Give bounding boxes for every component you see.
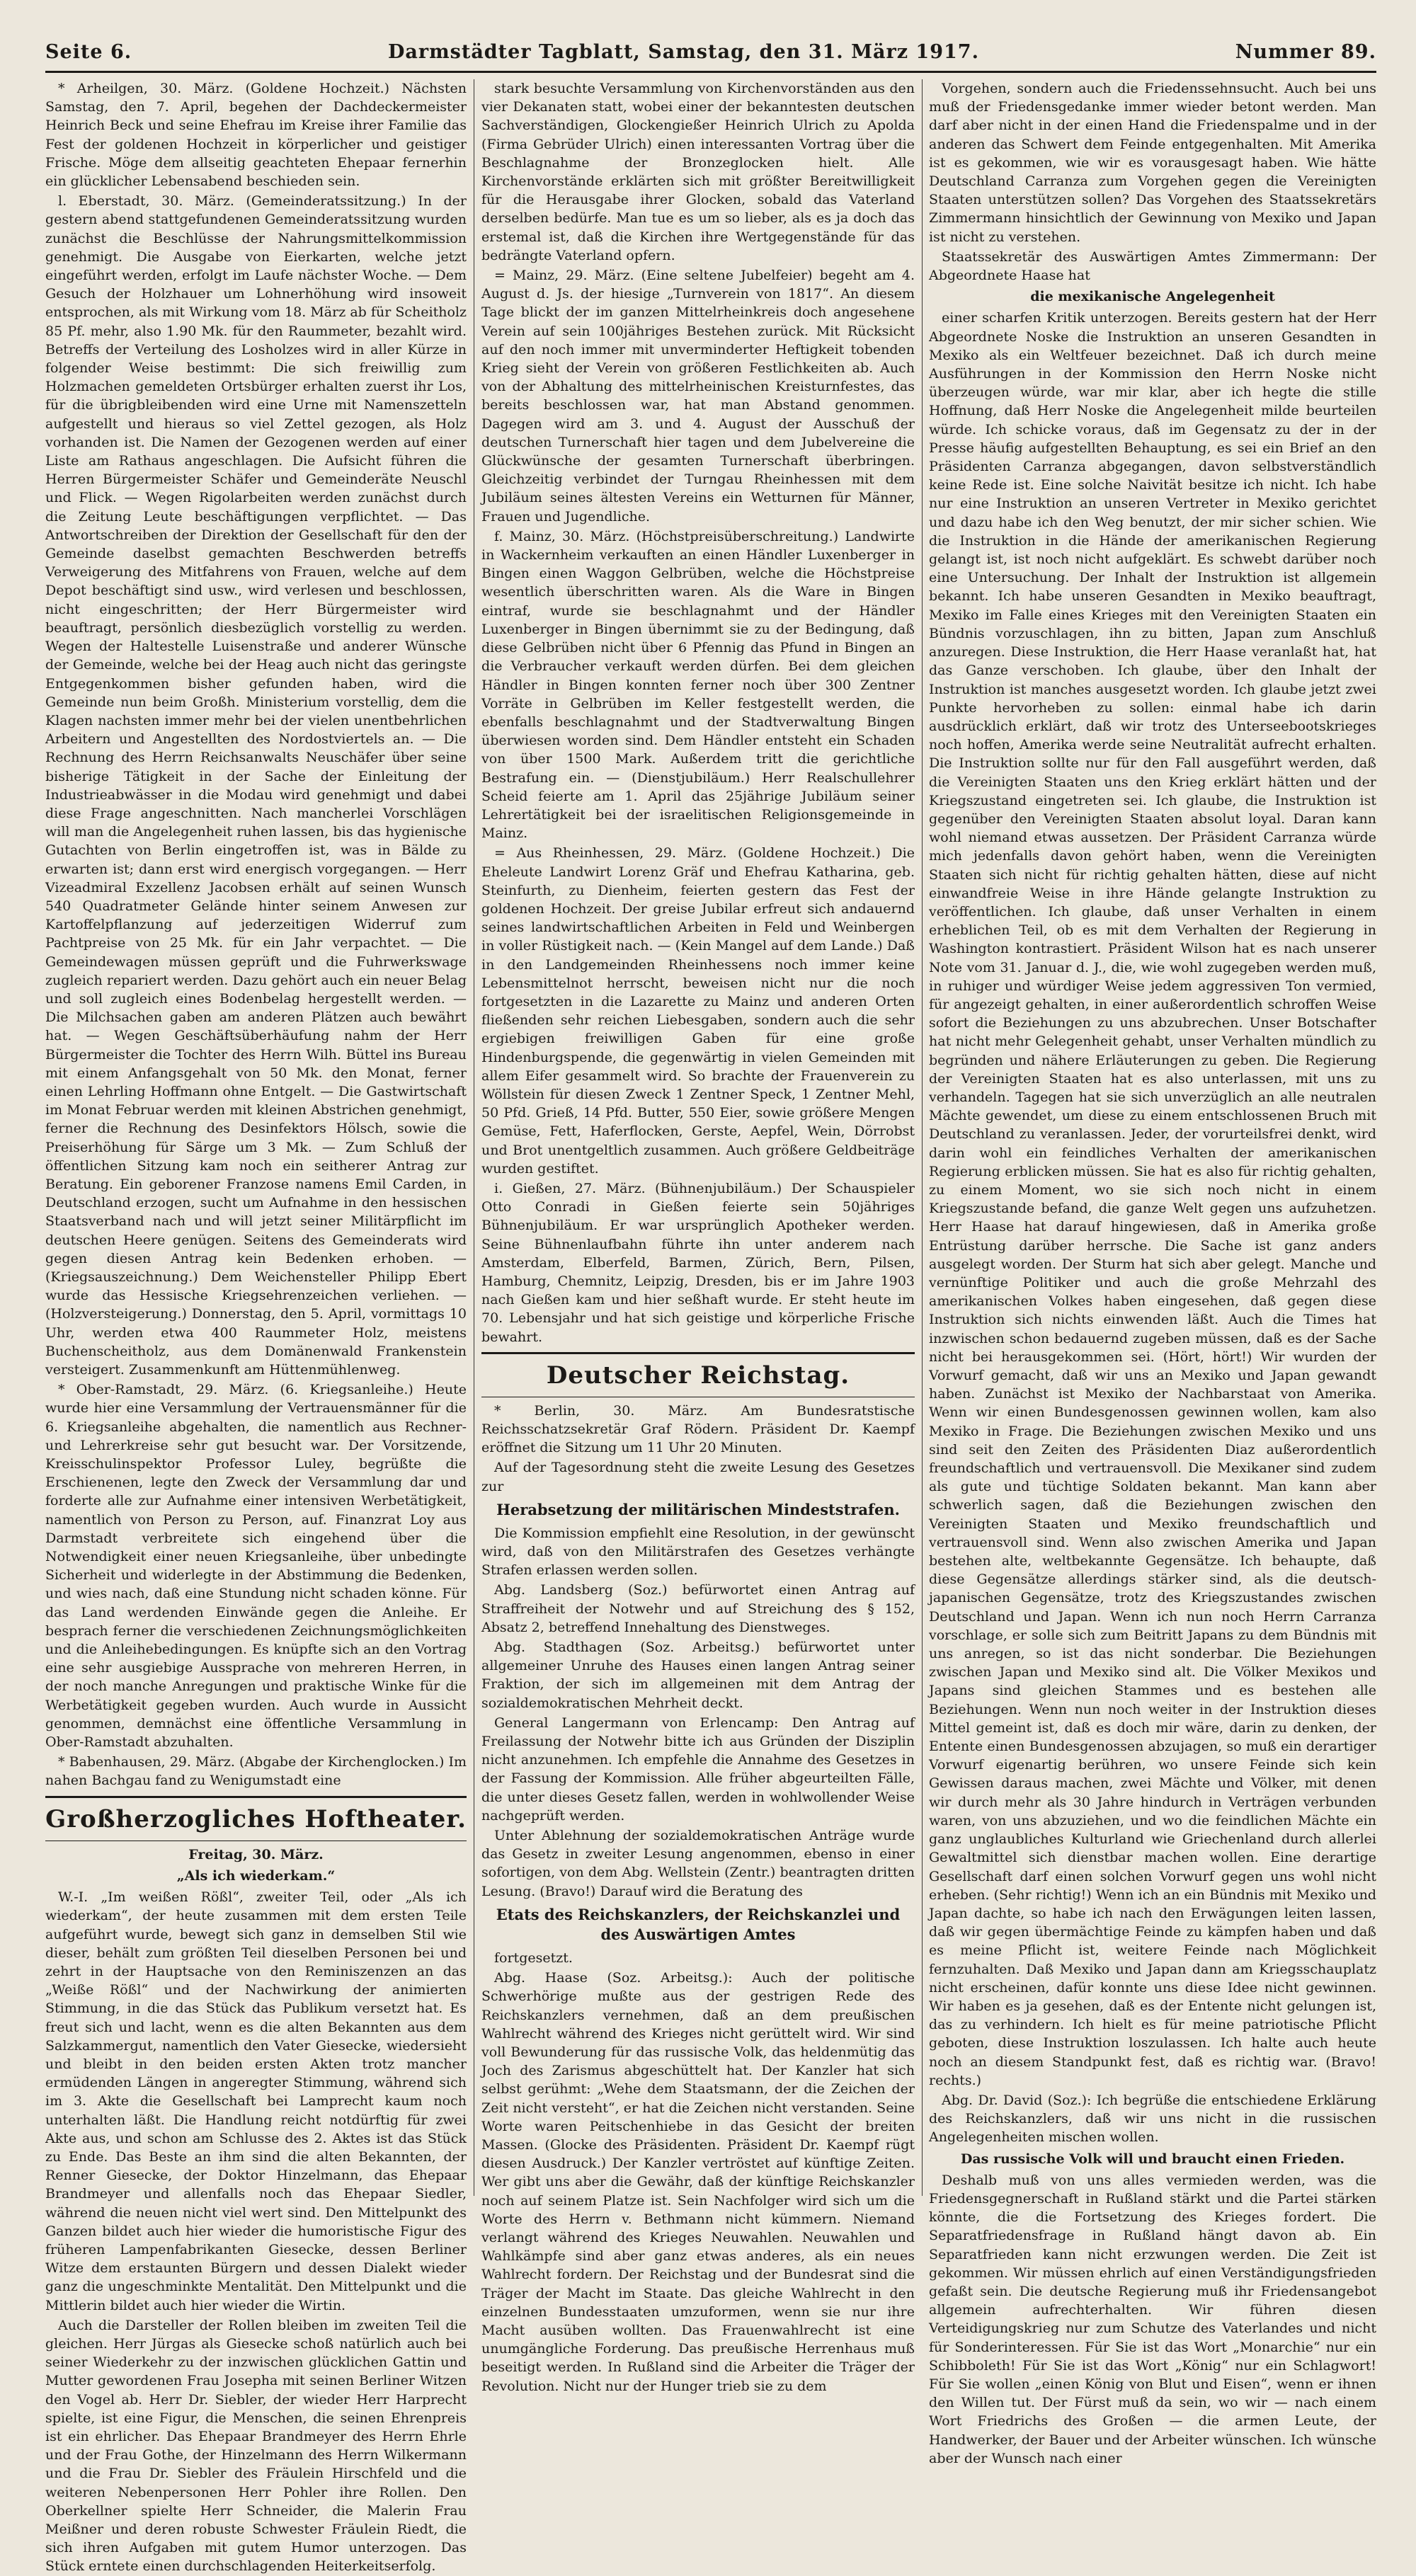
page-number: Seite 6. [45, 40, 132, 63]
reichstag-speech-haase: Abg. Haase (Soz. Arbeitsg.): Auch der politische Schwerhörige mußte aus der gestrigen Rede des Reichskanzlers vernehmen, daß an dem preußischen Wahlrecht während des Krieges nicht gerüttelt wird. Wir sind voll Bewunderung für das russische Volk, das heldenmütig das Joch des Zarismus abgeschüttelt hat. Der Kanzler hat sich selbst gerühmt: „Wehe dem Staatsmann, der die Zeichen der Zeit nicht versteht“, er hat die Zeichen nicht verstanden. Seine Worte waren Peitschenhiebe in das Gesicht der breiten Massen. (Glocke des Präsidenten. Präsident Dr. Kaempf rügt diesen Ausdruck.) Der Kanzler vertröstet auf künftige Zeiten. Wer gibt uns aber die Gewähr, daß der künftige Reichskanzler noch auf seinem Platze ist. Sein Nachfolger wird sich um die Worte des Herrn v. Bethmann nicht kümmern. Niemand verlangt während des Krieges Neuwahlen. Neuwahlen und Wahlkämpfe sind aber ganz etwas anderes, als ein neues Wahlrecht fordern. Der Reichstag und der Bundesrat sind die Träger der Macht im Staate. Das gleiche Wahlrecht in den einzelnen Bundesstaaten umzuformen, wenn sie nur ihre Macht ausüben wollten. Das Frauenwahlrecht ist eine unumgängliche Forderung. Das preußische Herrenhaus muß beseitigt werden. In Rußland sind die Arbeiter die Träger der Revolution. Nicht nur der Hunger trieb sie zu dem [481, 1970, 915, 2394]
subheading-russisches-volk: Das russische Volk will und braucht einen Frieden. [960, 2151, 1345, 2167]
reichstag-paragraph: Abg. Landsberg (Soz.) befürwortet einen Antrag auf Straffreiheit der Notwehr und auf Streichung des § 152, Absatz 2, betreffend Innehaltung des Dienstweges. [481, 1582, 915, 1635]
article-mainz-hoechstpreis: f. Mainz, 30. März. (Höchstpreisüberschreitung.) Landwirte in Wackernheim verkauften an einen Händler Luxenberger in Bingen einen Waggon Gelbrüben, welche die Höchstpreise wesentlich überschritten waren. Als die Ware in Bingen eintraf, wurde sie beschlagnahmt und der Händler Luxenberger in Bingen übernimmt sie zu der Bedingung, daß diese Gelbrüben nicht über 6 Pfennig das Pfund in Bingen an die Verbraucher verkauft werden dürfen. Bei dem gleichen Händler in Bingen konnten ferner noch über 300 Zentner Vorräte in Gelbrüben im Keller festgestellt werden, die ebenfalls beschlagnahmt und der Stadtverwaltung Bingen überwiesen worden sind. Dem Händler entsteht ein Schaden von über 1500 Mark. Außerdem tritt die gerichtliche Bestrafung ein. — (Dienstjubiläum.) Herr Realschullehrer Scheid feierte am 1. April das 25jährige Jubiläum seiner Lehrertätigkeit bei der israelitischen Religionsgemeinde in Mainz. [481, 528, 915, 842]
article-rheinhessen: = Aus Rheinhessen, 29. März. (Goldene Hochzeit.) Die Eheleute Landwirt Lorenz Gräf und Ehefrau Katharina, geb. Steinfurth, zu Dienheim, feierten gestern das Fest der goldenen Hochzeit. Der greise Jubilar erfreut sich andauernd seines landwirtschaftlichen Arbeiten in Feld und Weinbergen in voller Rüstigkeit nach. — (Kein Mangel auf dem Lande.) Daß in den Landgemeinden Rheinhessens noch immer keine Lebensmittelnot herrscht, beweisen nicht nur die noch fortgesetzten in die Lazarette zu Mainz und anderen Orten fließenden sehr reichen Liebesgaben, sondern auch die sehr ergiebigen freiwilligen Gaben für eine große Hindenburgspende, die gegenwärtig in vielen Gemeinden mit allem Eifer gesammelt wird. So brachte der Frauenverein zu Wöllstein für diesen Zweck 1 Zentner Speck, 1 Zentner Mehl, 50 Pfd. Grieß, 14 Pfd. Butter, 550 Eier, sowie größere Mengen Gemüse, Fett, Haferflocken, Gerste, Aepfel, Wein, Dörrobst und Brot unentgeltlich zusammen. Auch größere Geldbeiträge wurden gestiftet. [481, 845, 915, 1177]
section-heading-hoftheater: Großherzogliches Hoftheater. [45, 1796, 467, 1841]
article-arheilgen: * Arheilgen, 30. März. (Goldene Hochzeit.) Nächsten Samstag, den 7. April, begehen der Dachdeckermeister Heinrich Beck und seine Ehefrau im Kreise ihrer Familie das Fest der goldenen Hochzeit in körperlicher und geistiger Frische. Möge dem allseitig geachteten Ehepaar fernerhin ein glücklicher Lebensabend beschieden sein. [45, 81, 467, 190]
header-rule [45, 71, 1376, 73]
issue-number: Nummer 89. [1235, 40, 1376, 63]
masthead-date: Darmstädter Tagblatt, Samstag, den 31. März 1917. [387, 40, 979, 63]
page-header [45, 35, 1376, 68]
reichstag-speech-zimmermann: einer scharfen Kritik unterzogen. Bereits gestern hat der Herr Abgeordnete Noske die Instruktion an unseren Gesandten in Mexiko als ein Weltfeuer bezeichnet. Daß ich durch meine Ausführungen in der Kommission den Herrn Noske nicht überzeugen würde, war mir klar, aber ich hegte die stille Hoffnung, daß Herr Noske die Angelegenheit milde beurteilen würde. Ich schicke voraus, daß im Gegensatz zu der in der Presse häufig aufgestellten Behauptung, es sei ein Brief an den Präsidenten Carranza abgegangen, davon selbstverständlich keine Rede ist. Eine solche Naivität besitze ich nicht. Ich habe nur eine Instruktion an unseren Vertreter in Mexiko gerichtet und dazu habe ich den Weg benutzt, der mir sicher schien. Wie die Instruktion in die Hände der amerikanischen Regierung gelangt ist, ist noch nicht aufgeklärt. Es schwebt darüber noch eine Untersuchung. Der Inhalt der Instruktion ist allgemein bekannt. Ich habe unseren Gesandten in Mexiko beauftragt, Mexiko im Falle eines Krieges mit den Vereinigten Staaten ein Bündnis vorzuschlagen, ihn zu bitten, Japan zum Anschluß anzuregen. Diese Instruktion, die Herr Haase veranlaßt hat, hat das Ganze verschoben. Ich glaube, über den Inhalt der Instruktion ist manches ausgesetzt worden. Ich glaube jetzt zwei Punkte hervorheben zu sollen: einmal habe ich darin ausdrücklich erklärt, daß wir trotz des Unterseebootskrieges noch hoffen, Amerika werde seine Neutralität aufrecht erhalten. Die Instruktion sollte nur für den Fall ausgeführt werden, daß die Vereinigten Staaten uns den Krieg erklärt hätten und der Kriegszustand eingetreten sei. Ich glaube, die Instruktion ist gegenüber den Vereinigten Staaten absolut loyal. Daran kann wohl niemand etwas aussetzen. Der Präsident Carranza würde mich jedenfalls davon gehört haben, wenn die Vereinigten Staaten sich nicht für richtig gehalten hätten, diese auf nicht einwandfreie Weise in ihre Hände gelangte Instruktion zu veröffentlichen. Ich glaube, daß unser Verhalten in einem erheblichen Teil, ob es mit dem Verhalten der Regierung in Washington kontrastiert. Präsident Wilson hat es nach unserer Note vom 31. Januar d. J., die, wie wohl zugegeben werden muß, in ruhiger und würdiger Weise jedem aggressiven Ton vermied, für angezeigt gehalten, in einer außerordentlich schroffen Weise sofort die Beziehungen zu uns abzubrechen. Unser Botschafter hat nicht mehr Gelegenheit gehabt, unser Verhalten mündlich zu begründen und nähere Erläuterungen zu geben. Die Regierung der Vereinigten Staaten hat es also unterlassen, mit uns zu verhandeln. Tagegen hat sie sich unverzüglich an alle neutralen Mächte gewendet, um diese zu einem entschlossenen Bruch mit Deutschland zu veranlassen. Jeder, der vorurteilsfrei denkt, wird darin wohl ein feindliches Verhalten der amerikanischen Regierung erblicken müssen. Sie hat es also für richtig gehalten, zu einem Moment, wo sie sich noch nicht in einem Kriegszustande befand, die ganze Welt gegen uns aufzuhetzen. Herr Haase hat darauf hingewiesen, daß in Amerika große Entrüstung darüber herrsche. Die Sache ist ganz anders ausgelegt worden. Der Sturm hat sich aber gelegt. Manche und vernünftige Politiker und auch die große Mehrzahl des amerikanischen Volkes haben eingesehen, daß gegen diese Instruktion sich nichts einwenden läßt. Auch die Times hat inzwischen schon bedauernd zugeben müssen, daß es der Sache nicht bei herausgekommen sei. (Hört, hört!) Wir wurden der Vorwurf gemacht, daß wir uns an Mexiko und Japan gewandt haben. Zunächst ist Mexiko der Nachbarstaat von Amerika. Wenn wir einen Bundesgenossen gewinnen wollen, kam also Mexiko in Frage. Die Beziehungen zwischen Mexiko und uns sind seit den Zeiten des Präsidenten Diaz außerordentlich freundschaftlich und vertrauensvoll. Die Mexikaner sind zudem als gute und tüchtige Soldaten bekannt. Man kann aber schwerlich sagen, daß die Beziehungen zwischen den Vereinigten Staaten und Mexiko freundschaftlich und vertrauensvoll sind. Wenn also zwischen Amerika und Japan bestehen alte, weltbekannte Gegensätze. Ich behaupte, daß diese Gegensätze allerdings stärker sind, als die deutsch-japanischen Gegensätze, trotz des Kriegszustandes zwischen Deutschland und Japan. Wenn ich nun noch Herrn Carranza vorschlage, er solle sich zum Beitritt Japans zu dem Bündnis mit uns anregen, so ist das nicht sonderbar. Die Beziehungen zwischen Japan und Mexiko sind alt. Die Völker Mexikos und Japans sind gleichen Stammes und es bestehen alle Beziehungen. Wenn nun noch weiter in der Instruktion dieses Mittel gemeint ist, daß es doch mir wäre, darin zu denken, der Entente einen Bundesgenossen abzujagen, so muß ein derartiger Vorwurf eigenartig berühren, wo unsere Feinde sich kein Gewissen daraus machen, zwei Mächte und Völker, mit denen wir durch mehr als 30 Jahre hindurch in Verträgen verbunden waren, von uns abzuziehen, und wo die feindlichen Mächte ein ganz unglaubliches Kulturland wie Griechenland durch allerlei Gewaltmittel sich dienstbar machen wollen. Eine derartige Gesellschaft darf einen solchen Vorwurf gegen uns wohl nicht erheben. (Sehr richtig!) Wenn ich an ein Bündnis mit Mexiko und Japan dachte, so habe ich nach den Erwägungen leiten lassen, daß wir gegen übermächtige Feinde zu kämpfen haben und daß es meine Pflicht ist, weitere Feinde nach Möglichkeit fernzuhalten. Daß Mexiko und Japan dann am Kriegsschauplatz nicht erscheinen, dafür konnte uns diese Idee nicht gewinnen. Wir haben es ja gesehen, daß es der Entente nicht gelungen ist, das zu verhindern. Ich hielt es für meine patriotische Pflicht geboten, diese Instruktion loszulassen. Ich halte auch heute noch an diesem Standpunkt fest, daß es richtig war. (Bravo! rechts.) [929, 310, 1376, 2088]
reichstag-paragraph: General Langermann von Erlencamp: Den Antrag auf Freilassung der Notwehr bitte ich aus Gründen der Disziplin nicht anzunehmen. Ich empfehle die Annahme des Gesetzes in der Fassung der Kommission. Alle früher abgeurteilten Fälle, die unter dieses Gesetz fallen, werden in wohlwollender Weise nachgeprüft werden. [481, 1715, 915, 1824]
column-divider [922, 79, 923, 2196]
article-ober-ramstadt: * Ober-Ramstadt, 29. März. (6. Kriegsanleihe.) Heute wurde hier eine Versammlung der Vertrauensmänner für die 6. Kriegsanleihe abgehalten, die namentlich aus Rechner- und Lehrerkreise sehr gut besucht war. Der Vorsitzende, Kreisschulinspektor Professor Luley, begrüßte die Erschienenen, legte den Zweck der Versammlung dar und forderte alle zur Aufnahme einer intensiven Werbetätigkeit, namentlich von Person zu Person, auf. Finanzrat Loy aus Darmstadt verbreitete sich eingehend über die Notwendigkeit einer neuen Kriegsanleihe, über unbedingte Sicherheit und widerlegte in der Abstimmung die Bedenken, und wies nach, daß eine Stundung nicht schaden könne. Für das Land werdenden Einwände gegen die Anleihe. Er besprach ferner die verschiedenen Zeichnungsmöglichkeiten und die Anleihebedingungen. Es knüpfte sich an den Vortrag eine sehr ausgiebige Aussprache von mehreren Herren, in der noch manche Anregungen und praktische Winke für die Werbetätigkeit gegeben wurden. Auch wurde in Aussicht genommen, demnächst eine öffentliche Versammlung in Ober-Ramstadt abzuhalten. [45, 1382, 467, 1751]
reichstag-opening: * Berlin, 30. März. Am Bundesratstische Reichsschatzsekretär Graf Rödern. Präsident Dr. Kaempf eröffnet die Sitzung um 11 Uhr 20 Minuten. [481, 1402, 915, 1456]
reichstag-paragraph: Abg. Stadthagen (Soz. Arbeitsg.) befürwortet unter allgemeiner Unruhe des Hauses einen langen Antrag seiner Fraktion, der sich im allgemeinen mit dem Antrag der sozialdemokratischen Mehrheit deckt. [481, 1639, 915, 1711]
section-heading-reichstag: Deutscher Reichstag. [481, 1352, 915, 1397]
reichstag-speech-continued: Vorgehen, sondern auch die Friedenssehnsucht. Auch bei uns muß der Friedensgedanke immer wieder betont werden. Man darf aber nicht in der einen Hand die Friedenspalme und in der anderen das Schwert dem Feinde entgegenhalten. Mit Amerika ist es gekommen, wie wir es vorausgesagt haben. Wie hätte Deutschland Carranza zum Vorgehen gegen die Vereinigten Staaten unterstützen sollen? Das Vorgehen des Staatssekretärs Zimmermann hinsichtlich der Gewinnung von Mexiko und Japan ist nicht zu verstehen. [929, 81, 1376, 245]
article-eberstadt: l. Eberstadt, 30. März. (Gemeinderatssitzung.) In der gestern abend stattgefundenen Gemeinderatssitzung wurden zunächst die Beschlüsse der Nahrungsmittelkommission genehmigt. Die Ausgabe von Eierkarten, welche jetzt eingeführt werden, erfolgt im Laufe nächster Woche. — Dem Gesuch der Holzhauer um Lohnerhöhung wird insoweit entsprochen, als mit Wirkung vom 18. März ab für Scheitholz 85 Pf. mehr, also 1.90 Mk. für den Raummeter, bezahlt wird. Betreffs der Verteilung des Losholzes wird in aller Kürze in folgender Weise bestimmt: Die sich freiwillig zum Holzmachen gemeldeten Ortsbürger erhalten zuerst ihr Los, für die übrigbleibenden wird eine Urne mit Namenszetteln aufgestellt und hieraus so viel Zettel gezogen, als Holz vorhanden ist. Die Namen der Gezogenen werden auf einer Liste am Rathaus angeschlagen. Die Aufsicht führen die Herren Bürgermeister Schäfer und Gemeinderäte Neuschl und Flick. — Wegen Rigolarbeiten werden zunächst durch die Zeitung Leute beschäftigungen verpflichtet. — Das Antwortschreiben der Direktion der Gesellschaft für den der Gemeinde daselbst gemachten Beschwerden betreffs Verweigerung des Mitfahrens von Frauen, welche auf dem Depot beschäftigt sind usw., wird verlesen und beschlossen, nicht eingeschritten; der Herr Bürgermeister wird beauftragt, persönlich diesbezüglich vorstellig zu werden. Wegen der Haltestelle Luisenstraße und anderer Wünsche der Gemeinde, welche bei der Heag auch nicht das geringste Entgegenkommen bisher gefunden haben, wird die Gemeinde nun beim Großh. Ministerium vorstellig, dem die Klagen nachsten immer mehr bei der vielen unentbehrlichen Arbeitern und Angestellten des Nordostviertels an. — Die Rechnung des Herrn Reichsanwalts Neuschäfer über seine bisherige Tätigkeit in der Sache der Einleitung der Industrieabwässer in die Modau wird genehmigt und dabei diese Frage angeschnitten. Nach mancherlei Vorschlägen will man die Angelegenheit ruhen lassen, bis das hygienische Gutachten von Berlin eingetroffen ist, was in Bälde zu erwarten ist; dann erst wird energisch vorgegangen. — Herr Vizeadmiral Exzellenz Jacobsen erhält auf seinen Wunsch 540 Quadratmeter Gelände hinter seinem Anwesen zur Kartoffelpflanzung auf jederzeitigen Widerruf zum Pachtpreise von 25 Mk. für ein Jahr verpachtet. — Die Gemeindewagen müssen geprüft und die Fuhrwerkswage zugleich repariert werden. Dazu gehört auch ein neuer Belag und soll zugleich eines Bodenbelag hergestellt werden. — Die Milchsachen gaben am anderen Plätzen auch bewährt hat. — Wegen Geschäftsüberhäufung nahm der Herr Bürgermeister die Tochter des Herrn Wilh. Büttel ins Bureau mit einem Anfangsgehalt von 50 Mk. den Monat, ferner einen Lehrling Hoffmann ohne Entgelt. — Die Gastwirtschaft im Monat Februar werden mit kleinen Abstrichen genehmigt, ferner die Rechnung des Desinfektors Hölsch, sowie die Preiserhöhung für Särge um 3 Mk. — Zum Schluß der öffentlichen Sitzung kam noch ein seitherer Antrag zur Beratung. Ein geborener Franzose namens Emil Carden, in Deutschland erzogen, sucht um Aufnahme in den hessischen Staatsverband nach und will jetzt seiner Militärpflicht im deutschen Heere genügen. Seitens des Gemeinderats wird gegen diesen Antrag kein Bedenken erhoben. — (Kriegsauszeichnung.) Dem Weichensteller Philipp Ebert wurde das Hessische Kriegsehrenzeichen verliehen. — (Holzversteigerung.) Donnerstag, den 5. April, vormittags 10 Uhr, werden etwa 400 Raummeter Holz, meistens Buchenscheitholz, aus dem Domänenwald Frankenstein versteigert. Zusammenkunft am Hüttenmühlenweg. [45, 193, 467, 1378]
subheading-mexikanische-angelegenheit: die mexikanische Angelegenheit [1030, 289, 1275, 305]
article-mainz-jubelfeier: = Mainz, 29. März. (Eine seltene Jubelfeier) begeht am 4. August d. Js. der hiesige „Turnverein von 1817“. An diesem Tage blickt der im ganzen Mittelrheinkreis doch angesehene Verein auf sein 100jähriges Bestehen zurück. Mit Rücksicht auf den noch immer mit unverminderter Heftigkeit tobenden Krieg sieht der Verein von größeren Festlichkeiten ab. Auch von der Abhaltung des mittelrheinischen Kreisturnfestes, das bereits beschlossen war, hat man Abstand genommen. Dagegen wird am 3. und 4. August der Ausschuß der deutschen Turnerschaft hier tagen und dem Jubelvereine die Glückwünsche der gesamten Turnerschaft überbringen. Gleichzeitig verbindet der Turngau Rheinhessen mit dem Jubiläum seines ältesten Vereins ein Wetturnen für Männer, Frauen und Jugendliche. [481, 268, 915, 525]
column-1 [45, 79, 467, 2575]
reichstag-paragraph: fortgesetzt. [494, 1950, 573, 1966]
reichstag-subheading-mindeststrafen: Herabsetzung der militärischen Mindeststrafen. [496, 1500, 900, 1518]
column-3 [929, 79, 1376, 2466]
article-giessen: i. Gießen, 27. März. (Bühnenjubiläum.) Der Schauspieler Otto Conradi in Gießen feierte sein 50jähriges Bühnenjubiläum. Er war ursprünglich Apotheker werden. Seine Bühnenlaufbahn führte ihn unter anderem nach Amsterdam, Elberfeld, Barmen, Zürich, Bern, Pilsen, Hamburg, Chemnitz, Leipzig, Dresden, bis er im Jahre 1903 nach Gießen kam und hier seßhaft wurde. Er steht heute im 70. Lebensjahr und hat sich geistige und körperliche Frische bewahrt. [481, 1180, 915, 1345]
theater-review-cast: Auch die Darsteller der Rollen bleiben im zweiten Teil die gleichen. Herr Jürgas als Giesecke schoß natürlich auch bei seiner Wiederkehr zu der inzwischen glücklichen Gattin und Mutter gewordenen Frau Josepha mit seinen Berliner Witzen den Vogel ab. Herr Dr. Siebler, der wieder Herr Harprecht spielte, ist eine Figur, die Menschen, die seinen Ehrenpreis ist ein ehrlicher. Das Ehepaar Brandmeyer des Herrn Ehrle und der Frau Gothe, der Hinzelmann des Herrn Wilkermann und die Frau Dr. Siebler des Fräulein Hirschfeld und die weiteren Nebenpersonen Herr Pohler ihre Rollen. Den Oberkellner spielte Herr Schneider, die Malerin Frau Meißner und deren robuste Schwester Fräulein Riedt, die sich ihren Aufgaben mit gutem Humor unterzogen. Das Stück erntete einen durchschlagenden Heiterkeitserfolg. [45, 2317, 467, 2575]
article-babenhausen: * Babenhausen, 29. März. (Abgabe der Kirchenglocken.) Im nahen Bachgau fand zu Wenigumstadt eine [45, 1754, 467, 1789]
reichstag-subheading-etat: Etats des Reichskanzlers, der Reichskanzlei und des Auswärtigen Amtes [496, 1905, 901, 1943]
column-2 [481, 79, 915, 2394]
reichstag-agenda: Auf der Tagesordnung steht die zweite Lesung des Gesetzes zur [481, 1460, 915, 1494]
reichstag-paragraph: Die Kommission empfiehlt eine Resolution, in der gewünscht wird, daß von den Militärstrafen des Gesetzes verhängte Strafen erlassen werden sollen. [481, 1525, 915, 1579]
theater-play-title: „Als ich wiederkam.“ [176, 1867, 336, 1884]
reichstag-speech-zimmermann-intro: Staatssekretär des Auswärtigen Amtes Zimmermann: Der Abgeordnete Haase hat [929, 248, 1376, 284]
theater-date: Freitag, 30. März. [188, 1846, 324, 1862]
reichstag-speech-david: Abg. Dr. David (Soz.): Ich begrüße die entschiedene Erklärung des Reichskanzlers, daß wir uns nicht in die russischen Angelegenheiten mischen wollen. [929, 2092, 1376, 2146]
theater-review: W.-I. „Im weißen Rößl“, zweiter Teil, oder „Als ich wiederkam“, der heute zusammen mit dem ersten Teile aufgeführt wurde, bewegt sich ganz in demselben Stil wie dieser, behält zum größten Teil dieselben Personen bei und zehrt in der Hauptsache von den Reminiszenzen an das „Weiße Rößl“ und der Nachwirkung der animierten Stimmung, in die das Stück das Publikum versetzt hat. Es freut sich und lacht, wenn es die alten Bekannten aus dem Salzkammergut, namentlich den Vater Giesecke, wiedersieht und bleibt in den beiden ersten Akten trotz mancher ermüdenden Längen in angeregter Stimmung, während sich im 3. Akte die Gesellschaft bei Lamprecht kaum noch unterhalten läßt. Die Handlung reicht notdürftig für zwei Akte aus, und schon am Schlusse des 2. Aktes ist das Stück zu Ende. Das Beste an ihm sind die alten Bekannten, der Renner Giesecke, der Doktor Hinzelmann, das Ehepaar Brandmeyer und allenfalls noch das Ehepaar Siedler, während die neuen nicht viel wert sind. Den Mittelpunkt des Ganzen bildet auch hier wieder die humoristische Figur des früheren Lampenfabrikanten Giesecke, dessen Berliner Witze dem erstaunten Bürgern und dessen Dialekt wieder ganz die ungeschminkte Mentalität. Den Mittelpunkt und die Mittlerin bildet auch hier wieder die Wirtin. [45, 1889, 467, 2313]
reichstag-speech-david-continued: Deshalb muß von uns alles vermieden werden, was die Friedensgegnerschaft in Rußland stärkt und die Partei stärken könnte, die die Fortsetzung des Krieges fordert. Die Separatfriedensfrage in Rußland hängt davon ab. Ein Separatfrieden kann nicht erzwungen werden. Die Zeit ist gekommen. Wir müssen ehrlich auf einen Verständigungsfrieden gefaßt sein. Die deutsche Regierung muß ihr Friedensangebot allgemein aufrechterhalten. Wir führen diesen Verteidigungskrieg nur zum Schutze des Vaterlandes und nicht für Sonderinteressen. Für Sie ist das Wort „Monarchie“ nur ein Schibboleth! Für Sie ist das Wort „König“ nur ein Schlagwort! Für Sie wollen „einen König von Blut und Eisen“, wenn er ihnen den Willen tut. Der Fürst muß da sein, wo wir — nach einem Wort Friedrichs des Großen — die armen Leute, der Handwerker, der Bauer und der Arbeiter wünschen. Ich wünsche aber der Wunsch nach einer [929, 2172, 1376, 2466]
reichstag-paragraph: Unter Ablehnung der sozialdemokratischen Anträge wurde das Gesetz in zweiter Lesung angenommen, ebenso in einer sofortigen, von dem Abg. Wellstein (Zentr.) beantragten dritten Lesung. (Bravo!) Darauf wird die Beratung des [481, 1828, 915, 1899]
article-glocken: stark besuchte Versammlung von Kirchenvorständen aus den vier Dekanaten statt, wobei einer der bekanntesten deutschen Sachverständigen, Glockengießer Heinrich Ulrich zu Apolda (Firma Gebrüder Ulrich) einen interessanten Vortrag über die Beschlagnahme der Bronzeglocken hielt. Alle Kirchenvorstände erklärten sich mit größter Bereitwilligkeit für die Herausgabe ihrer Glocken, sobald das Vaterland derselben bedürfe. Man tue es um so lieber, als es ja doch das erstemal ist, daß die Kirchen ihre Wertgegenstände für das bedrängte Vaterland opfern. [481, 81, 915, 263]
